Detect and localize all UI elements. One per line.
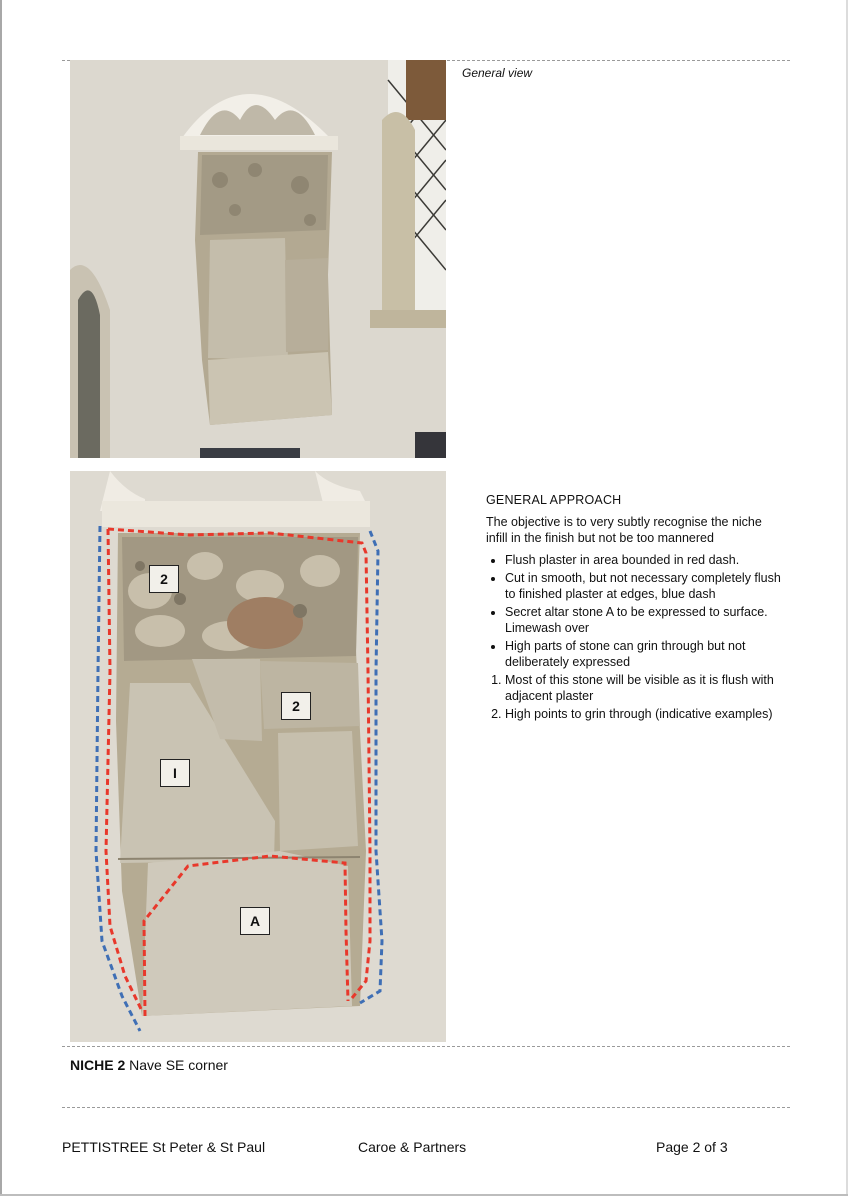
list-item: • Flush plaster in area bounded in red dash. — [505, 552, 786, 568]
stone-tag: A — [240, 907, 270, 935]
footer-practice: Caroe & Partners — [358, 1139, 467, 1155]
list-item: • Cut in smooth, but not necessary completely flush to finished plaster at edges, blue dash — [505, 570, 786, 602]
list-item: • High parts of stone can grin through but not deliberately expressed — [505, 638, 786, 670]
section-divider — [62, 1046, 790, 1047]
list-item: 2. High points to grin through (indicative examples) — [505, 706, 786, 722]
notes-heading: GENERAL APPROACH — [486, 493, 622, 507]
niche-title — [70, 1057, 228, 1073]
bullet-list — [486, 552, 786, 670]
niche-detail-photo — [70, 471, 446, 1042]
stone-tag: 2 — [149, 565, 179, 593]
stone-tag: 2 — [281, 692, 311, 720]
niche-name: NICHE 2 — [70, 1057, 126, 1073]
notes-intro: The objective is to very subtly recognise the niche infill in the finish but not be too mannered — [486, 515, 762, 545]
list-item: 1. Most of this stone will be visible as it is flush with adjacent plaster — [505, 672, 786, 704]
page-edge — [0, 0, 2, 1196]
footer-divider — [62, 1107, 790, 1108]
approach-notes — [486, 492, 786, 724]
general-view-photo — [70, 60, 446, 458]
photo-caption: General view — [462, 66, 533, 80]
list-item: • Secret altar stone A to be expressed to surface. Limewash over — [505, 604, 786, 636]
niche-location: Nave SE corner — [129, 1057, 228, 1073]
footer-site: PETTISTREE St Peter & St Paul — [62, 1139, 266, 1155]
page-number: Page 2 of 3 — [656, 1139, 728, 1155]
stone-tag: I — [160, 759, 190, 787]
numbered-list — [486, 672, 786, 722]
